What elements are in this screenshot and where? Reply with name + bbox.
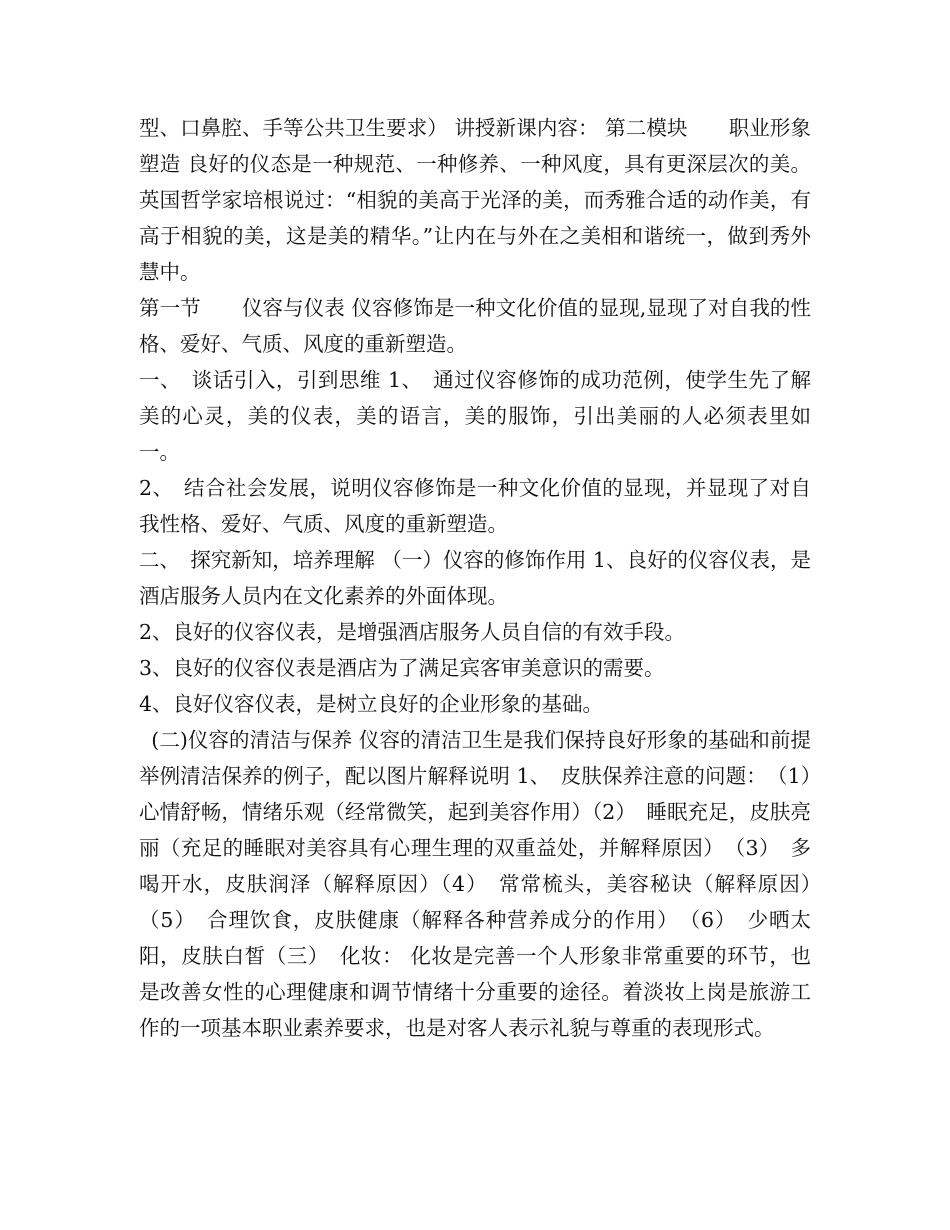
- document-page: [139, 110, 832, 1046]
- paragraph-part-1: 一、 谈话引入，引到思维 1、 通过仪容修饰的成功范例，使学生先了解美的心灵，美的仪表，美的语言，美的服饰，引出美丽的人必须表里如一。: [139, 368, 811, 464]
- paragraph-item-3: 3、良好的仪容仪表是酒店为了满足宾客审美意识的需要。: [139, 656, 665, 680]
- paragraph-item-4: 4、良好仪容仪表，是树立良好的企业形象的基础。: [139, 692, 604, 716]
- paragraph-intro: 型、口鼻腔、手等公共卫生要求） 讲授新课内容： 第二模块 职业形象塑造 良好的仪态是一种规范、一种修养、一种风度，具有更深层次的美。英国哲学家培根说过：“相貌的美高于光泽的美，而秀雅合适的动作美，有高于相貌的美，这是美的精华。”让内在与外在之美相和谐统一，做到秀外慧中。: [139, 116, 811, 284]
- paragraph-item-2: 2、 结合社会发展，说明仪容修饰是一种文化价值的显现，并显现了对自我性格、爱好、气质、风度的重新塑造。: [139, 476, 811, 536]
- paragraph-section-1: 第一节 仪容与仪表 仪容修饰是一种文化价值的显现,显现了对自我的性格、爱好、气质、风度的重新塑造。: [139, 296, 811, 356]
- paragraph-part-2: 二、 探究新知，培养理解 （一）仪容的修饰作用 1、良好的仪容仪表，是酒店服务人员内在文化素养的外面体现。: [139, 548, 811, 608]
- paragraph-cleaning: (二)仪容的清洁与保养 仪容的清洁卫生是我们保持良好形象的基础和前提 举例清洁保养的例子，配以图片解释说明 1、 皮肤保养注意的问题： （1） 心情舒畅，情绪乐观（经常微笑，起到美容作用）（2） 睡眠充足，皮肤亮丽（充足的睡眠对美容具有心理生理的双重益处，并解释原因） （3） 多喝开水，皮肤润泽（解释原因）（4） 常常梳头，美容秘诀（解释原因） （5） 合理饮食，皮肤健康（解释各种营养成分的作用） （6） 少晒太阳，皮肤白皙（三） 化妆： 化妆是完善一个人形象非常重要的环节，也是改善女性的心理健康和调节情绪十分重要的途径。着淡妆上岗是旅游工作的一项基本职业素养要求，也是对客人表示礼貌与尊重的表现形式。: [139, 728, 832, 1040]
- paragraph-item-2b: 2、良好的仪容仪表，是增强酒店服务人员自信的有效手段。: [139, 620, 686, 644]
